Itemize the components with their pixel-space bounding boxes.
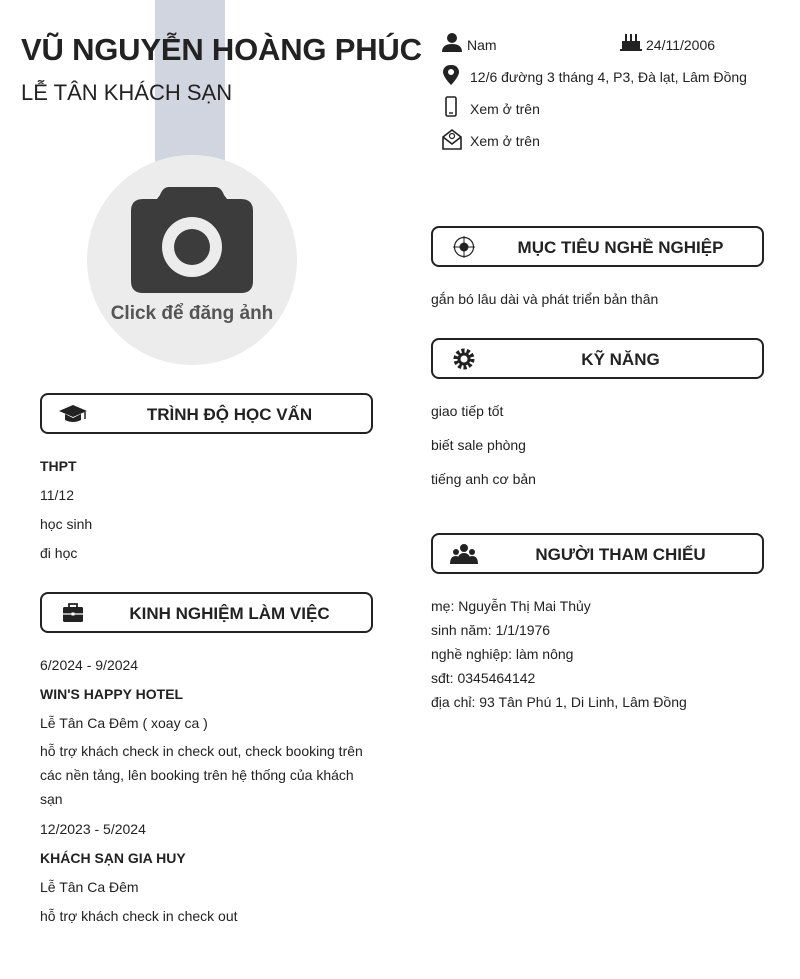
phone-icon [441, 96, 465, 120]
people-group-icon [449, 543, 479, 565]
job-position[interactable]: Lễ Tân Ca Đêm [40, 879, 139, 895]
photo-upload[interactable] [87, 155, 297, 365]
graduation-cap-icon [58, 403, 88, 425]
skills-section-header[interactable] [431, 338, 764, 379]
candidate-name[interactable]: VŨ NGUYỄN HOÀNG PHÚC [21, 32, 422, 67]
birthday-cake-icon [620, 32, 644, 56]
job-title[interactable]: LỄ TÂN KHÁCH SẠN [21, 80, 233, 105]
reference-line[interactable]: địa chỉ: 93 Tân Phú 1, Di Linh, Lâm Đồng [431, 694, 687, 710]
education-school[interactable]: THPT [40, 458, 77, 474]
objective-section-header[interactable] [431, 226, 764, 267]
phone-value: Xem ở trên [470, 101, 540, 117]
job-description[interactable]: hỗ trợ khách check in check out [40, 908, 238, 924]
job-period[interactable]: 6/2024 - 9/2024 [40, 657, 139, 673]
email-value: Xem ở trên [470, 133, 540, 149]
job-company[interactable]: WIN'S HAPPY HOTEL [40, 686, 184, 702]
experience-section-header[interactable] [40, 592, 373, 633]
job-position[interactable]: Lễ Tân Ca Đêm ( xoay ca ) [40, 715, 208, 731]
gear-icon [449, 348, 479, 370]
briefcase-icon [58, 602, 88, 624]
birthday-value: 24/11/2006 [646, 37, 716, 53]
education-major[interactable]: học sinh [40, 516, 93, 532]
objective-text[interactable]: gắn bó lâu dài và phát triển bản thân [431, 291, 659, 307]
skill-item[interactable]: biết sale phòng [431, 437, 526, 453]
skills-section-title: KỸ NĂNG [581, 350, 660, 369]
reference-line[interactable]: nghề nghiệp: làm nông [431, 646, 574, 662]
location-pin-icon [441, 64, 465, 88]
references-section-header[interactable] [431, 533, 764, 574]
address-value: 12/6 đường 3 tháng 4, P3, Đà lạt, Lâm Đồng [470, 69, 747, 85]
education-section-title: TRÌNH ĐỘ HỌC VẤN [146, 405, 313, 424]
experience-section-title: KINH NGHIỆM LÀM VIỆC [129, 604, 330, 623]
reference-line[interactable]: mẹ: Nguyễn Thị Mai Thủy [431, 598, 591, 614]
email-envelope-icon [441, 128, 465, 152]
references-section-title: NGƯỜI THAM CHIẾU [535, 545, 706, 564]
job-company[interactable]: KHÁCH SẠN GIA HUY [40, 850, 186, 866]
reference-line[interactable]: sđt: 0345464142 [431, 670, 536, 686]
job-description[interactable]: hỗ trợ khách check in check out, check booking trên các nền tảng, lên booking trên hệ thống của khách sạn [40, 743, 363, 807]
person-icon [441, 32, 465, 56]
reference-line[interactable]: sinh năm: 1/1/1976 [431, 622, 551, 638]
target-icon [449, 236, 479, 258]
education-section-header[interactable] [40, 393, 373, 434]
gender-value: Nam [467, 37, 497, 53]
camera-icon [129, 185, 255, 295]
education-description[interactable]: đi học [40, 545, 78, 561]
job-period[interactable]: 12/2023 - 5/2024 [40, 821, 146, 837]
education-period[interactable]: 11/12 [40, 487, 74, 503]
skill-item[interactable]: giao tiếp tốt [431, 403, 504, 419]
photo-upload-caption: Click để đăng ảnh [110, 303, 274, 324]
skill-item[interactable]: tiếng anh cơ bản [431, 471, 536, 487]
objective-section-title: MỤC TIÊU NGHỀ NGHIỆP [517, 238, 724, 257]
